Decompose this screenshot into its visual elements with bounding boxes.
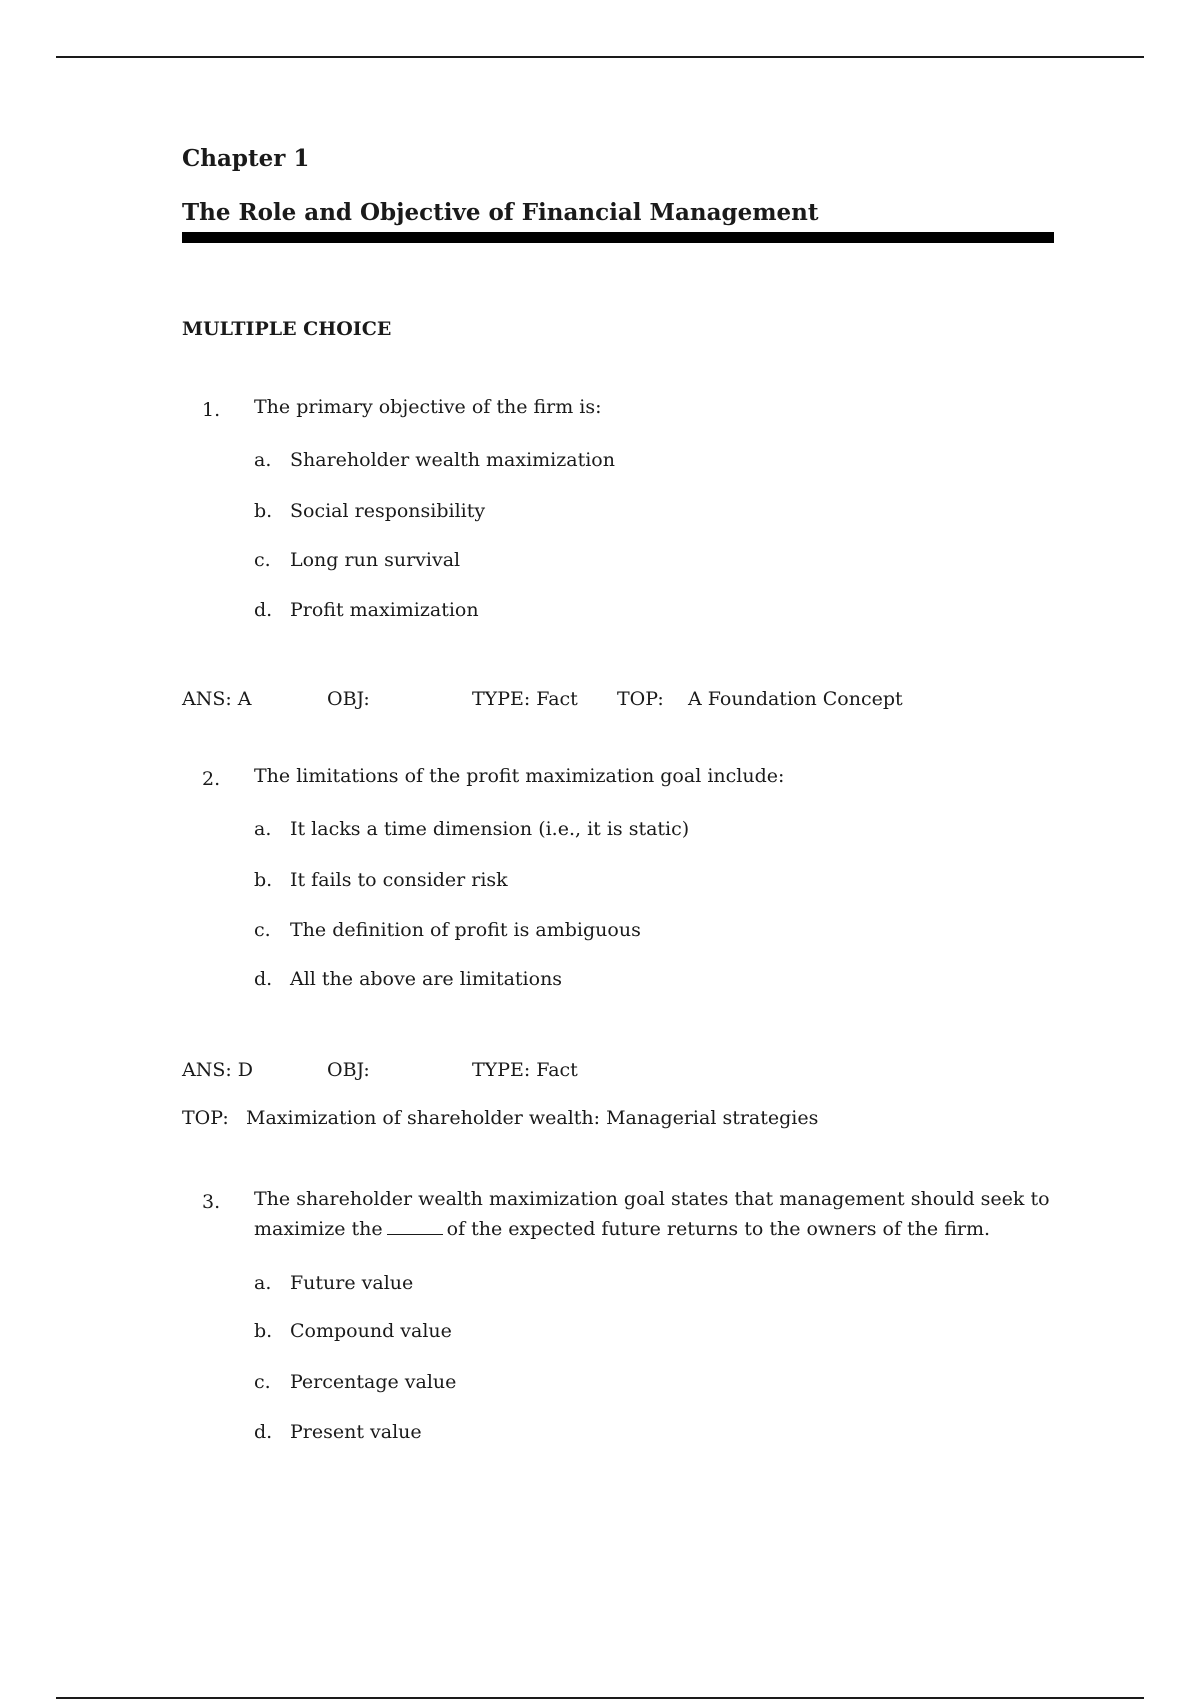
option-text: Shareholder wealth maximization (290, 449, 615, 471)
option-letter: d. (254, 968, 273, 990)
title-underline-bar (182, 232, 1054, 243)
option-letter: d. (254, 599, 273, 621)
topic-label: TOP: (617, 688, 664, 710)
option-letter: b. (254, 1320, 273, 1342)
objective-label: OBJ: (327, 1059, 370, 1081)
question-text: The primary objective of the firm is: (254, 396, 602, 418)
option-letter: a. (254, 818, 272, 840)
option-text: The definition of profit is ambiguous (290, 919, 641, 941)
option-letter: c. (254, 1371, 271, 1393)
question-text: The limitations of the profit maximization goal include: (254, 765, 785, 787)
option-letter: a. (254, 1272, 272, 1294)
option-text: Percentage value (290, 1371, 457, 1393)
option-text: Compound value (290, 1320, 452, 1342)
topic-label: TOP: (182, 1107, 229, 1129)
option-text: Present value (290, 1421, 422, 1443)
fill-in-blank (387, 1216, 443, 1235)
question-number: 1. (202, 399, 221, 421)
topic-value: Maximization of shareholder wealth: Managerial strategies (246, 1107, 819, 1129)
question-text-line-2 (254, 1214, 990, 1244)
option-letter: c. (254, 549, 271, 571)
topic-value: A Foundation Concept (688, 688, 903, 710)
bottom-rule (56, 1697, 1144, 1699)
answer-key: ANS: D (182, 1059, 254, 1081)
option-text: All the above are limitations (290, 968, 563, 990)
answer-key: ANS: A (182, 688, 252, 710)
question-text-before-blank: maximize the (254, 1218, 383, 1240)
option-text: It lacks a time dimension (i.e., it is static) (290, 818, 690, 840)
option-letter: b. (254, 500, 273, 522)
top-rule (56, 56, 1144, 58)
option-letter: d. (254, 1421, 273, 1443)
question-number: 3. (202, 1191, 221, 1213)
option-text: Profit maximization (290, 599, 479, 621)
question-type: TYPE: Fact (472, 1059, 578, 1081)
option-text: Social responsibility (290, 500, 486, 522)
question-type: TYPE: Fact (472, 688, 578, 710)
chapter-label: Chapter 1 (182, 145, 310, 172)
objective-label: OBJ: (327, 688, 370, 710)
option-letter: a. (254, 449, 272, 471)
section-heading: MULTIPLE CHOICE (182, 318, 392, 340)
question-text-after-blank: of the expected future returns to the owners of the firm. (446, 1218, 991, 1240)
chapter-title: The Role and Objective of Financial Management (182, 199, 819, 226)
option-text: Long run survival (290, 549, 461, 571)
question-number: 2. (202, 768, 221, 790)
option-text: It fails to consider risk (290, 869, 508, 891)
option-letter: c. (254, 919, 271, 941)
option-text: Future value (290, 1272, 414, 1294)
option-letter: b. (254, 869, 273, 891)
question-text-line-1: The shareholder wealth maximization goal states that management should seek to (254, 1188, 1050, 1210)
